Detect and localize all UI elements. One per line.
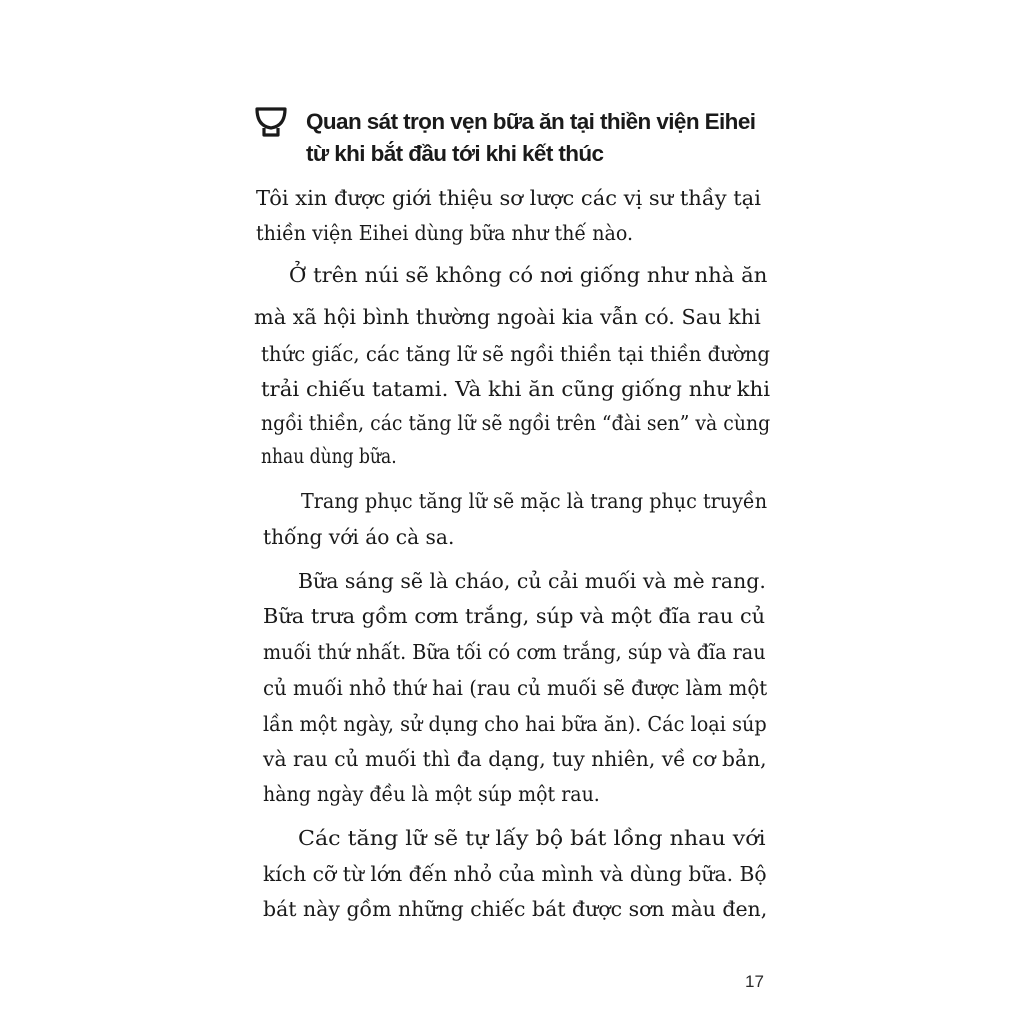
page-number: 17 xyxy=(745,972,764,991)
body-line: Ở trên núi sẽ không có nơi giống như nhà ăn xyxy=(289,263,768,287)
body-line: thức giấc, các tăng lữ sẽ ngồi thiền tại thiền đường xyxy=(261,342,770,366)
body-line: nhau dùng bữa. xyxy=(261,444,397,468)
body-line: thiền viện Eihei dùng bữa như thế nào. xyxy=(256,221,634,245)
body-line: trải chiếu tatami. Và khi ăn cũng giống như khi xyxy=(261,377,771,401)
heading-line-2: từ khi bắt đầu tới khi kết thúc xyxy=(306,141,604,166)
body-line: Tôi xin được giới thiệu sơ lược các vị sư thầy tại xyxy=(256,186,761,210)
bowl-icon xyxy=(254,105,288,139)
body-line: lần một ngày, sử dụng cho hai bữa ăn). Các loại súp xyxy=(263,712,767,736)
heading-line-1: Quan sát trọn vẹn bữa ăn tại thiền viện Eihei xyxy=(306,109,756,134)
body-line: hàng ngày đều là một súp một rau. xyxy=(263,782,600,806)
body-line: Trang phục tăng lữ sẽ mặc là trang phục truyền xyxy=(301,489,768,513)
body-line: và rau củ muối thì đa dạng, tuy nhiên, về cơ bản, xyxy=(263,747,767,771)
body-line: bát này gồm những chiếc bát được sơn màu đen, xyxy=(263,897,768,921)
body-line: Các tăng lữ sẽ tự lấy bộ bát lồng nhau với xyxy=(298,826,766,850)
body-line: muối thứ nhất. Bữa tối có cơm trắng, súp và đĩa rau xyxy=(263,640,766,664)
body-line: ngồi thiền, các tăng lữ sẽ ngồi trên “đài sen” và cùng xyxy=(261,411,771,435)
body-line: Bữa trưa gồm cơm trắng, súp và một đĩa rau củ xyxy=(263,604,766,628)
body-line: thống với áo cà sa. xyxy=(263,525,455,549)
body-line: củ muối nhỏ thứ hai (rau củ muối sẽ được làm một xyxy=(263,676,768,700)
body-line: mà xã hội bình thường ngoài kia vẫn có. Sau khi xyxy=(254,305,761,329)
body-line: kích cỡ từ lớn đến nhỏ của mình và dùng bữa. Bộ xyxy=(263,862,767,886)
body-line: Bữa sáng sẽ là cháo, củ cải muối và mè rang. xyxy=(298,569,766,593)
